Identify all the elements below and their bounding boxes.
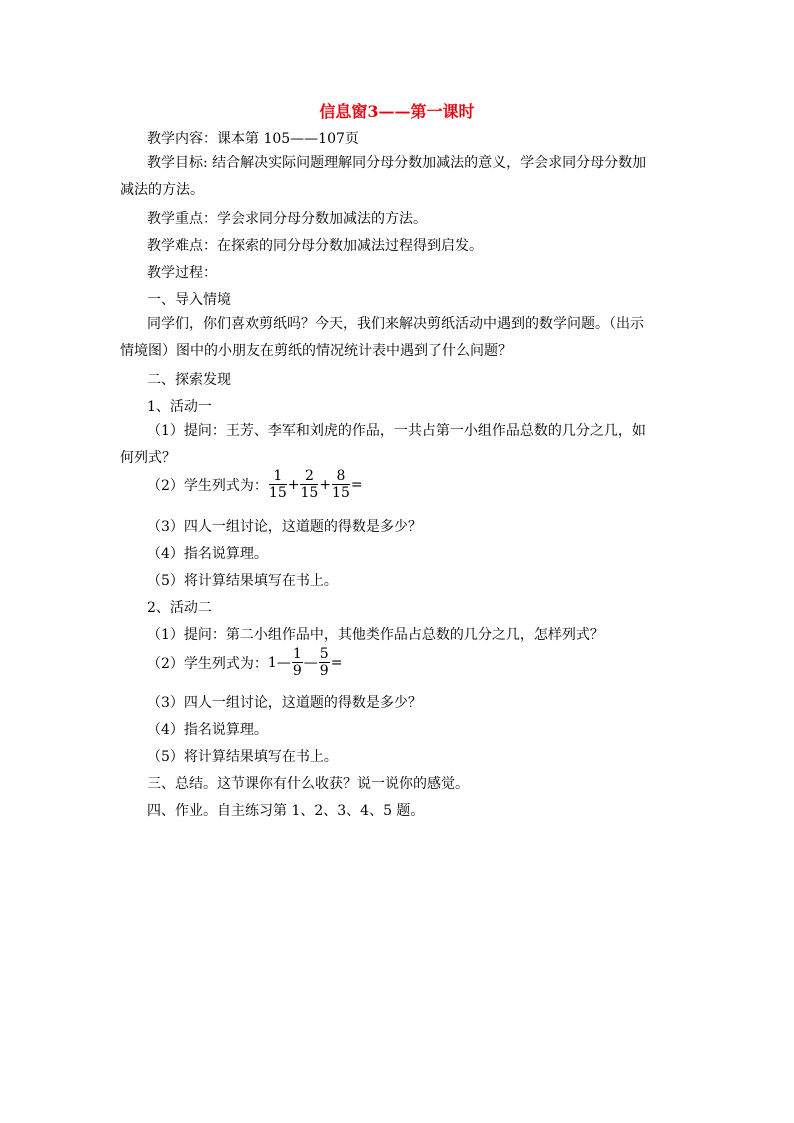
formula-label: （2）学生列式为： <box>147 655 268 672</box>
fraction: $\frac{1}{15}$ <box>268 468 287 501</box>
activity-2-question-1: （1）提问：第二小组作品中，其他类作品占总数的几分之几，怎样列式？ <box>147 627 604 643</box>
fraction: $\frac{5}{9}$ <box>319 646 329 679</box>
section-heading-1: 一、导入情境 <box>147 292 231 308</box>
fraction: $\frac{1}{9}$ <box>292 646 302 679</box>
activity-2-question-3: （3）四人一组讨论，这道题的得数是多少？ <box>147 695 422 711</box>
fraction: $\frac{8}{15}$ <box>332 468 350 501</box>
operator: — <box>276 654 291 671</box>
activity-2-question-4: （4）指名说算理。 <box>147 722 268 738</box>
teaching-process: 教学过程： <box>147 265 217 281</box>
fraction: $\frac{2}{15}$ <box>300 468 319 501</box>
teaching-key-point: 教学重点：学会求同分母分数加减法的方法。 <box>147 211 427 227</box>
operator: — <box>303 654 318 671</box>
operator: + <box>287 476 300 493</box>
section-heading-3: 三、总结。这节课你有什么收获？说一说你的感觉。 <box>147 776 469 792</box>
section-heading-4: 四、作业。自主练习第 1、2、3、4、5 题。 <box>147 803 425 819</box>
page-title: 信息窗3——第一课时 <box>319 102 475 121</box>
activity-1-question-5: （5）将计算结果填写在书上。 <box>147 573 338 589</box>
activity-2-title: 2、活动二 <box>147 600 212 616</box>
activity-1-question-1: （1）提问：王芳、李军和刘虎的作品，一共占第一小组作品总数的几分之几，如何列式？ <box>120 423 646 466</box>
operator: + <box>319 476 332 493</box>
equals-sign: = <box>350 476 363 493</box>
formula-lead-number: 1 <box>267 654 277 671</box>
activity-2-question-5: （5）将计算结果填写在书上。 <box>147 749 338 765</box>
formula-label: （2）学生列式为： <box>147 477 268 494</box>
section-heading-2: 二、探索发现 <box>147 372 231 388</box>
teaching-goal: 教学目标: 结合解决实际问题理解同分母分数加减法的意义，学会求同分母分数加减法的方法。 <box>120 155 647 198</box>
activity-2-formula <box>147 646 342 679</box>
activity-1-formula <box>147 468 363 501</box>
teaching-difficulty: 教学难点：在探索的同分母分数加减法过程得到启发。 <box>147 238 483 254</box>
teaching-content: 教学内容：课本第 105——107页 <box>147 131 359 147</box>
activity-1-question-3: （3）四人一组讨论，这道题的得数是多少？ <box>147 519 422 535</box>
intro-paragraph: 同学们，你们喜欢剪纸吗？今天，我们来解决剪纸活动中遇到的数学问题。（出示情境图）图中的小朋友在剪纸的情况统计表中遇到了什么问题？ <box>120 316 644 359</box>
activity-1-title: 1、活动一 <box>147 399 212 415</box>
equals-sign: = <box>330 654 343 671</box>
activity-1-question-4: （4）指名说算理。 <box>147 546 268 562</box>
